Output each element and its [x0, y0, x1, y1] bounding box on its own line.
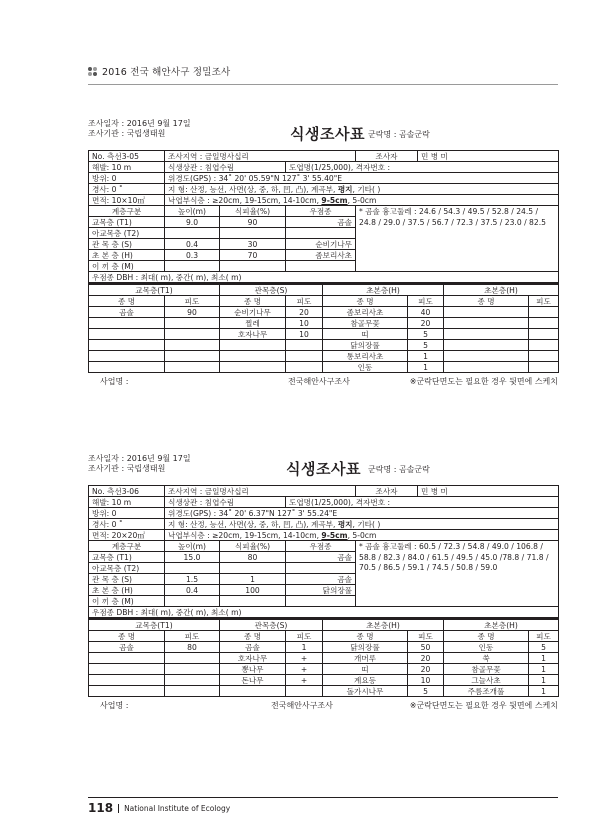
- terrain-selected: 평지: [337, 184, 353, 194]
- species-row: 호자나무 + 개머루 20 쑥 1: [89, 653, 559, 664]
- slope: 경사: 0 ˚: [89, 519, 165, 530]
- survey-info-table: [88, 485, 559, 619]
- dominant-header: 우점종: [286, 541, 356, 552]
- dbh-note: * 곰솔 흉고둘레 : 24.6 / 54.3 / 49.5 / 52.8 / 24.5 / 24.8 / 29.0 / 37.5 / 56.7 / 72.3 / 37.5 / 23.0 / 82.5: [356, 206, 559, 272]
- species-row: 돌가시나무 5 주름조개풀 1: [89, 686, 559, 697]
- layer-row: 초 본 층 (H) 0.4 100 닭의장풀: [89, 585, 559, 596]
- elevation: 해발: 10 m: [89, 162, 165, 173]
- layer-header: 계층구분: [89, 206, 165, 217]
- species-layer-header: 교목층(T1) 관목층(S) 초본층(H) 초본층(H): [89, 620, 559, 631]
- layer-row: 관 목 층 (S) 1.5 1 곰솔: [89, 574, 559, 585]
- species-row: 곰솔 90 순비기나무 20 좀보리사초 40: [89, 307, 559, 318]
- terrain-selected: 평지: [337, 519, 353, 529]
- elevation: 해발: 10 m: [89, 497, 165, 508]
- species-table: [88, 284, 559, 373]
- species-row: 통보리사초 1: [89, 351, 559, 362]
- footer-separator: [118, 804, 119, 813]
- layer-row: 아교목층 (T2): [89, 563, 559, 574]
- litter-layer: 낙엽부식층 : ≥20cm, 19-15cm, 14-10cm, 9-5cm, 5-0cm: [165, 530, 559, 541]
- slope: 경사: 0 ˚: [89, 184, 165, 195]
- species-row: 닭의장풀 5: [89, 340, 559, 351]
- plot-area: 면적: 20×20㎡: [89, 530, 165, 541]
- cover-header: 식피율(%): [220, 206, 286, 217]
- surveyor-label: 조사자: [356, 151, 418, 162]
- height-header: 높이(m): [165, 206, 220, 217]
- aspect: 방위: 0: [89, 173, 165, 184]
- species-column-header: 종 명 피도 종 명 피도 종 명 피도 종 명 피도: [89, 631, 559, 642]
- institute-name: National Institute of Ecology: [124, 803, 231, 813]
- survey-form-1: [88, 119, 558, 387]
- species-row: 인동 1: [89, 362, 559, 373]
- plot-area: 면적: 10×10㎡: [89, 195, 165, 206]
- page-footer: [88, 801, 230, 815]
- surveyor-name: 민 병 미: [418, 151, 559, 162]
- dbh-note: * 곰솔 흉고둘레 : 60.5 / 72.3 / 54.8 / 49.0 / 106.8 / 58.8 / 82.3 / 84.0 / 61.5 / 49.5 / 45.0 /78.8 / 71.8 / 70.5 / 86.5 / 59.1 / 74.5 / 50.8 / 59.0: [356, 541, 559, 607]
- project-name: 전국해안사구조사: [271, 701, 333, 710]
- surveyor-name: 민 병 미: [418, 486, 559, 497]
- form-title: 식생조사표: [290, 125, 365, 143]
- survey-info-table: [88, 150, 559, 284]
- plot-number: No. 측선3-06: [89, 486, 165, 497]
- cover-header: 식피율(%): [220, 541, 286, 552]
- project-label: 사업명 :: [100, 377, 129, 386]
- aspect: 방위: 0: [89, 508, 165, 519]
- gps-coordinates: 위경도(GPS) : 34˚ 20' 6.37"N 127˚ 3' 55.24"E: [165, 508, 559, 519]
- bullet-dots-icon: [88, 67, 97, 76]
- running-header: 2016 전국 해안사구 정밀조사: [102, 67, 231, 78]
- terrain: 지 형: 산정, 능선, 사면(상, 중, 하, 凹, 凸), 계곡부, 평지, 기타( ): [165, 184, 559, 195]
- project-name: 전국해안사구조사: [288, 377, 350, 386]
- form-title: 식생조사표: [286, 460, 361, 478]
- species-layer-header: 교목층(T1) 관목층(S) 초본층(H) 초본층(H): [89, 285, 559, 296]
- layer-row: 이 끼 층 (M): [89, 261, 559, 272]
- layer-header: 계층구분: [89, 541, 165, 552]
- sketch-note: ※군락단면도는 필요한 경우 뒷면에 스케치: [409, 377, 558, 386]
- vegetation-physiognomy: 식생상관 : 침엽수림: [165, 162, 286, 173]
- page-number: 118: [88, 801, 114, 815]
- footer-divider: [88, 797, 558, 798]
- species-row: 찔레 10 참골무꽃 20: [89, 318, 559, 329]
- species-row: 뽕나무 + 띠 20 참골무꽃 1: [89, 664, 559, 675]
- community-name: 군락명 : 곰솔군락: [368, 130, 430, 139]
- layer-row: 초 본 층 (H) 0.3 70 좀보리사초: [89, 250, 559, 261]
- sketch-note: ※군락단면도는 필요한 경우 뒷면에 스케치: [409, 701, 558, 710]
- litter-layer: 낙엽부식층 : ≥20cm, 19-15cm, 14-10cm, 9-5cm, 5-0cm: [165, 195, 559, 206]
- height-header: 높이(m): [165, 541, 220, 552]
- layer-row: 관 목 층 (S) 0.4 30 순비기나무: [89, 239, 559, 250]
- species-column-header: 종 명 피도 종 명 피도 종 명 피도 종 명 피도: [89, 296, 559, 307]
- species-row: 호자나무 10 띠 5: [89, 329, 559, 340]
- surveyor-label: 조사자: [356, 486, 418, 497]
- survey-agency: 조사기관 : 국립생태원: [88, 129, 166, 138]
- survey-date: 조사일자 : 2016년 9월 17일: [88, 119, 191, 128]
- project-label: 사업명 :: [100, 701, 129, 710]
- layer-row: 아교목층 (T2): [89, 228, 559, 239]
- map-sheet: 도엽명(1/25,000), 격자번호 :: [286, 162, 559, 173]
- plot-number: No. 측선3-05: [89, 151, 165, 162]
- dominant-dbh: 우점종 DBH : 최대( m), 중간( m), 최소( m): [89, 272, 559, 284]
- terrain: 지 형: 산정, 능선, 사면(상, 중, 하, 凹, 凸), 계곡부, 평지, 기타( ): [165, 519, 559, 530]
- survey-date: 조사일자 : 2016년 9월 17일: [88, 454, 191, 463]
- species-row: 돈나무 + 계요등 10 그늘사초 1: [89, 675, 559, 686]
- survey-agency: 조사기관 : 국립생태원: [88, 464, 166, 473]
- dominant-header: 우점종: [286, 206, 356, 217]
- map-sheet: 도엽명(1/25,000), 격자번호 :: [286, 497, 559, 508]
- species-row: 곰솔 80 곰솔 1 닭의장풀 50 인동 5: [89, 642, 559, 653]
- header-divider: [88, 84, 558, 85]
- layer-row: 이 끼 층 (M): [89, 596, 559, 607]
- community-name: 군락명 : 곰솔군락: [368, 465, 430, 474]
- survey-form-2: [88, 454, 558, 711]
- page-header: [88, 64, 230, 78]
- vegetation-physiognomy: 식생상관 : 침엽수림: [165, 497, 286, 508]
- gps-coordinates: 위경도(GPS) : 34˚ 20' 05.59"N 127˚ 3' 55.40"E: [165, 173, 559, 184]
- litter-selected: 9-5cm: [321, 530, 348, 540]
- litter-selected: 9-5cm: [321, 195, 348, 205]
- layer-row: 교목층 (T1) 15.0 80 곰솔: [89, 552, 559, 563]
- survey-region: 조사지역 : 금일명사십리: [165, 151, 356, 162]
- dominant-dbh: 우점종 DBH : 최대( m), 중간( m), 최소( m): [89, 607, 559, 619]
- survey-region: 조사지역 : 금일명사십리: [165, 486, 356, 497]
- layer-row: 교목층 (T1) 9.0 90 곰솔: [89, 217, 559, 228]
- species-table: [88, 619, 559, 697]
